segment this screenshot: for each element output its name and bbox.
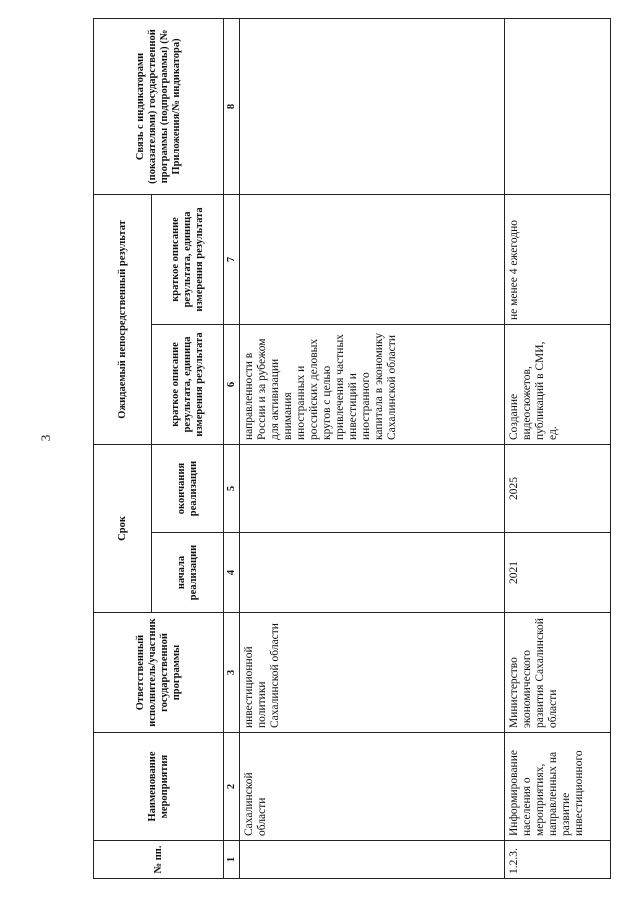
header-result: Ожидаемый непосредственный результат (94, 194, 152, 444)
table-row (505, 18, 611, 878)
row-end: 2025 (505, 444, 611, 532)
table-row (240, 18, 505, 878)
header-indicator-link: Связь с индикаторами (показателями) государственной программы (подпрограммы) (№ Приложения/№ индикатора) (94, 18, 224, 194)
row-name: Сахалинской области (240, 733, 505, 841)
measures-table (93, 18, 611, 879)
header-name: Наименование мероприятия (94, 733, 224, 841)
col-number: 7 (224, 194, 240, 324)
column-number-row (224, 18, 240, 878)
header-desc-1: краткое описание результата, единица измерения результата (152, 324, 224, 444)
row-link (505, 18, 611, 194)
row-desc: Создание видеосюжетов, публикаций в СМИ, ед. (505, 324, 611, 444)
col-number: 5 (224, 444, 240, 532)
col-number: 3 (224, 613, 240, 733)
header-row-1 (94, 18, 152, 878)
row-number (240, 841, 505, 879)
row-executor: инвестиционной политики Сахалинской области (240, 613, 505, 733)
row-desc-2 (240, 194, 505, 324)
header-end: окончания реализации (152, 444, 224, 532)
row-start: 2021 (505, 533, 611, 613)
header-executor: Ответственный исполнитель/участник государственной программы (94, 613, 224, 733)
row-executor: Министерство экономического развития Сахалинской области (505, 613, 611, 733)
row-link (240, 18, 505, 194)
header-number: № пп. (94, 841, 224, 879)
col-number: 1 (224, 841, 240, 879)
row-number: 1.2.3. (505, 841, 611, 879)
page-number: 3 (38, 434, 53, 442)
rotated-table-container (93, 19, 611, 879)
header-term: Срок (94, 444, 152, 612)
col-number: 8 (224, 18, 240, 194)
header-desc-2: краткое описание результата, единица измерения результата (152, 194, 224, 324)
row-start (240, 533, 505, 613)
col-number: 6 (224, 324, 240, 444)
col-number: 2 (224, 733, 240, 841)
header-start: начала реализации (152, 533, 224, 613)
row-desc: направленности в России и за рубежом для активизации внимания иностранных и российских деловых кругов с целью привлечения частных инвестиций и иностранного капитала в экономику Сахалинской области (240, 324, 505, 444)
row-end (240, 444, 505, 532)
col-number: 4 (224, 533, 240, 613)
row-desc-2: не менее 4 ежегодно (505, 194, 611, 324)
row-name: Информирование населения о мероприятиях, направленных на развитие инвестиционного (505, 733, 611, 841)
